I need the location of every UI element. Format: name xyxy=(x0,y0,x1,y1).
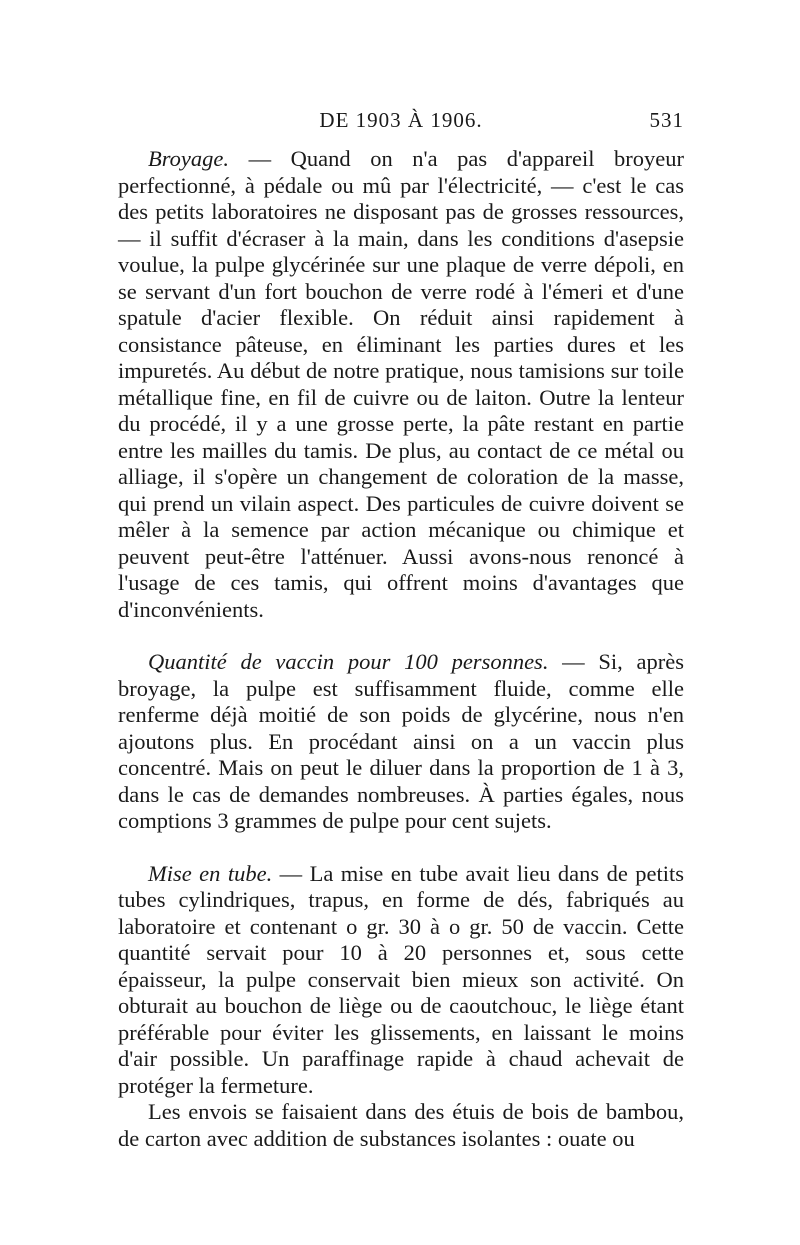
running-header xyxy=(118,108,684,138)
paragraph-mise-en-tube xyxy=(118,861,684,1100)
section-title-mise-en-tube: Mise en tube. xyxy=(148,860,273,886)
section-title-quantite: Quantité de vaccin pour 100 personnes. xyxy=(148,649,549,674)
section-title-broyage: Broyage. xyxy=(148,146,230,171)
page-body xyxy=(118,146,684,1152)
paragraph-broyage xyxy=(118,146,684,623)
paragraph-envois xyxy=(118,1099,684,1152)
paragraph-quantite xyxy=(118,649,684,835)
paragraph-text: — Quand on n'a pas d'appareil broyeur perfectionné, à pédale ou mû par l'électricité, — c'est le cas des petits laboratoires ne disposant pas de grosses ressources, — il suffit d'écraser à la main, dans les conditions d'asepsie voulue, la pulpe glycérinée sur une plaque de verre dépoli, en se servant d'un fort bouchon de verre rodé à l'émeri et d'une spatule d'acier flexible. On réduit ainsi rapidement à consistance pâteuse, en éliminant les parties dures et les impuretés. Au début de notre pratique, nous tamisions sur toile métallique fine, en fil de cuivre ou de laiton. Outre la lenteur du procédé, il y a une grosse perte, la pâte restant en partie entre les mailles du tamis. De plus, au contact de ce métal ou alliage, il s'opère un changement de coloration de la masse, qui prend un vilain aspect. Des particules de cuivre doivent se mêler à la semence par action mécanique ou chimique et peuvent peut-être l'atténuer. Aussi avons-nous renoncé à l'usage de ces tamis, qui offrent moins d'avantages que d'inconvénients. xyxy=(118,146,684,622)
paragraph-text: — Si, après broyage, la pulpe est suffisamment fluide, comme elle renferme déjà moitié de son poids de glycérine, nous n'en ajoutons plus. En procédant ainsi on a un vaccin plus concentré. Mais on peut le diluer dans la proportion de 1 à 3, dans le cas de demandes nombreuses. À parties égales, nous comptions 3 grammes de pulpe pour cent sujets. xyxy=(118,649,684,833)
paragraph-text: — La mise en tube avait lieu dans de petits tubes cylindriques, trapus, en forme de dés, fabriqués au laboratoire et contenant o gr. 30 à o gr. 50 de vaccin. Cette quantité servait pour 10 à 20 personnes et, sous cette épaisseur, la pulpe conservait bien mieux son activité. On obturait au bouchon de liège ou de caoutchouc, le liège étant préférable pour éviter les glissements, en laissant le moins d'air possible. Un paraffinage rapide à chaud achevait de protéger la fermeture. xyxy=(118,860,684,1098)
paragraph-text: Les envois se faisaient dans des étuis de bois de bambou, de carton avec addition de substances isolantes : ouate ou xyxy=(118,1099,684,1151)
page-number: 531 xyxy=(649,108,684,132)
header-title: DE 1903 À 1906. xyxy=(319,108,483,132)
